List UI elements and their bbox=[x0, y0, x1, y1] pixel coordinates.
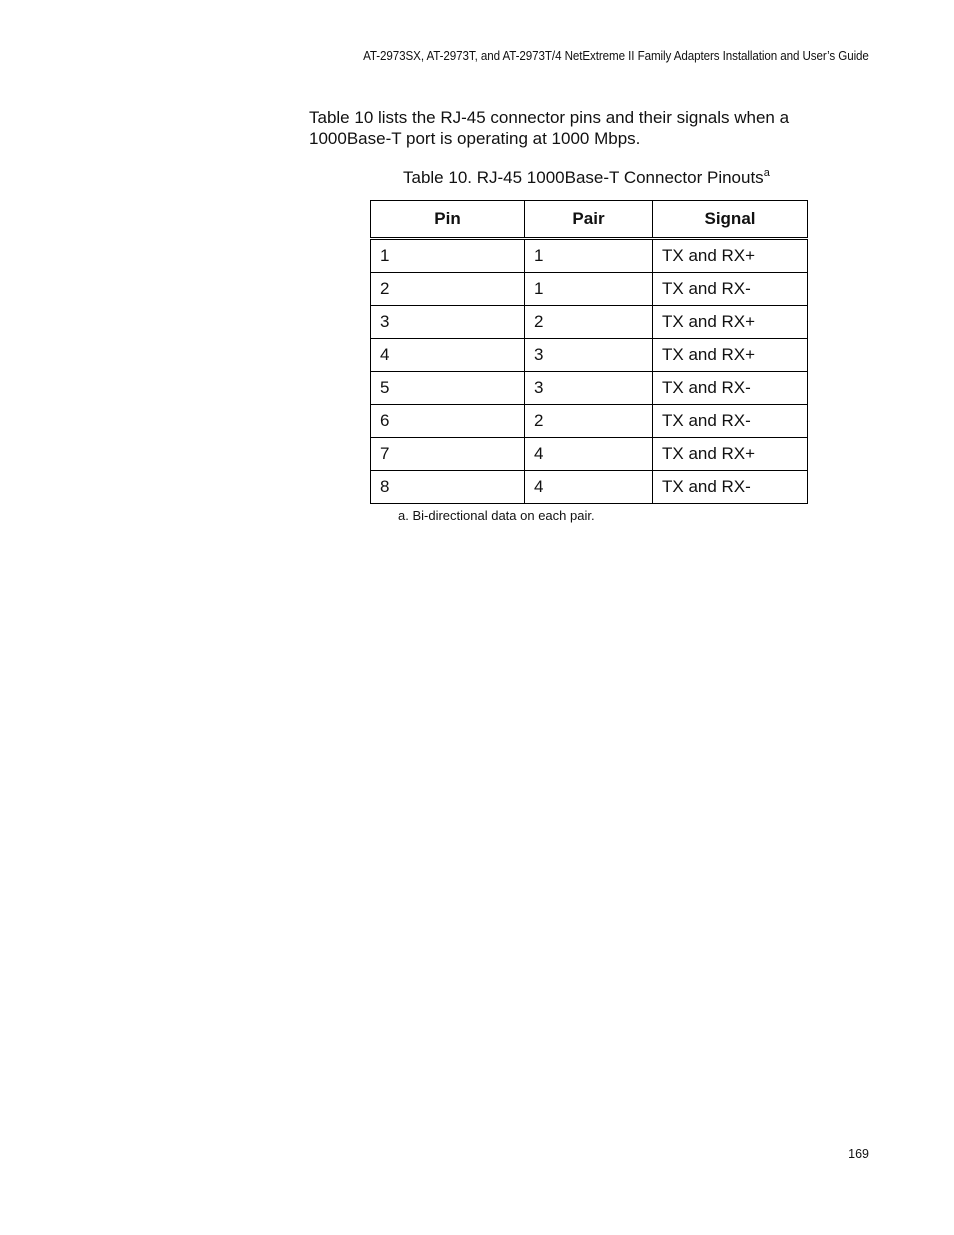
cell-signal: TX and RX+ bbox=[653, 438, 808, 471]
cell-pair: 2 bbox=[525, 405, 653, 438]
cell-pin: 4 bbox=[371, 339, 525, 372]
footnote-marker: a bbox=[763, 167, 770, 179]
cell-pair: 1 bbox=[525, 273, 653, 306]
cell-pin: 2 bbox=[371, 273, 525, 306]
table-row bbox=[371, 405, 808, 438]
cell-signal: TX and RX+ bbox=[653, 306, 808, 339]
cell-pair: 1 bbox=[525, 239, 653, 273]
column-header-pair: Pair bbox=[525, 201, 653, 239]
table-caption bbox=[403, 168, 770, 188]
table-row bbox=[371, 438, 808, 471]
table-row bbox=[371, 339, 808, 372]
intro-paragraph: Table 10 lists the RJ-45 connector pins and their signals when a 1000Base-T port is operating at 1000 Mbps. bbox=[309, 108, 790, 148]
running-header: AT-2973SX, AT-2973T, and AT-2973T/4 NetExtreme II Family Adapters Installation and User’s Guide bbox=[363, 49, 869, 63]
table-row bbox=[371, 372, 808, 405]
column-header-pin: Pin bbox=[371, 201, 525, 239]
cell-pair: 3 bbox=[525, 339, 653, 372]
cell-signal: TX and RX+ bbox=[653, 239, 808, 273]
cell-signal: TX and RX+ bbox=[653, 339, 808, 372]
table-row bbox=[371, 273, 808, 306]
cell-pin: 3 bbox=[371, 306, 525, 339]
cell-pin: 8 bbox=[371, 471, 525, 504]
page-number: 169 bbox=[848, 1147, 869, 1161]
cell-signal: TX and RX- bbox=[653, 405, 808, 438]
cell-pair: 4 bbox=[525, 438, 653, 471]
cell-pin: 5 bbox=[371, 372, 525, 405]
cell-pair: 4 bbox=[525, 471, 653, 504]
table-header-row bbox=[371, 201, 808, 239]
pinout-table bbox=[370, 200, 808, 504]
cell-pair: 3 bbox=[525, 372, 653, 405]
cell-pin: 7 bbox=[371, 438, 525, 471]
cell-signal: TX and RX- bbox=[653, 273, 808, 306]
cell-pair: 2 bbox=[525, 306, 653, 339]
cell-signal: TX and RX- bbox=[653, 471, 808, 504]
column-header-signal: Signal bbox=[653, 201, 808, 239]
table-footnote: a. Bi-directional data on each pair. bbox=[398, 508, 595, 523]
table-row bbox=[371, 239, 808, 273]
table-row bbox=[371, 471, 808, 504]
table-caption-text: Table 10. RJ-45 1000Base-T Connector Pinouts bbox=[403, 168, 764, 187]
table-row bbox=[371, 306, 808, 339]
cell-pin: 6 bbox=[371, 405, 525, 438]
cell-signal: TX and RX- bbox=[653, 372, 808, 405]
cell-pin: 1 bbox=[371, 239, 525, 273]
